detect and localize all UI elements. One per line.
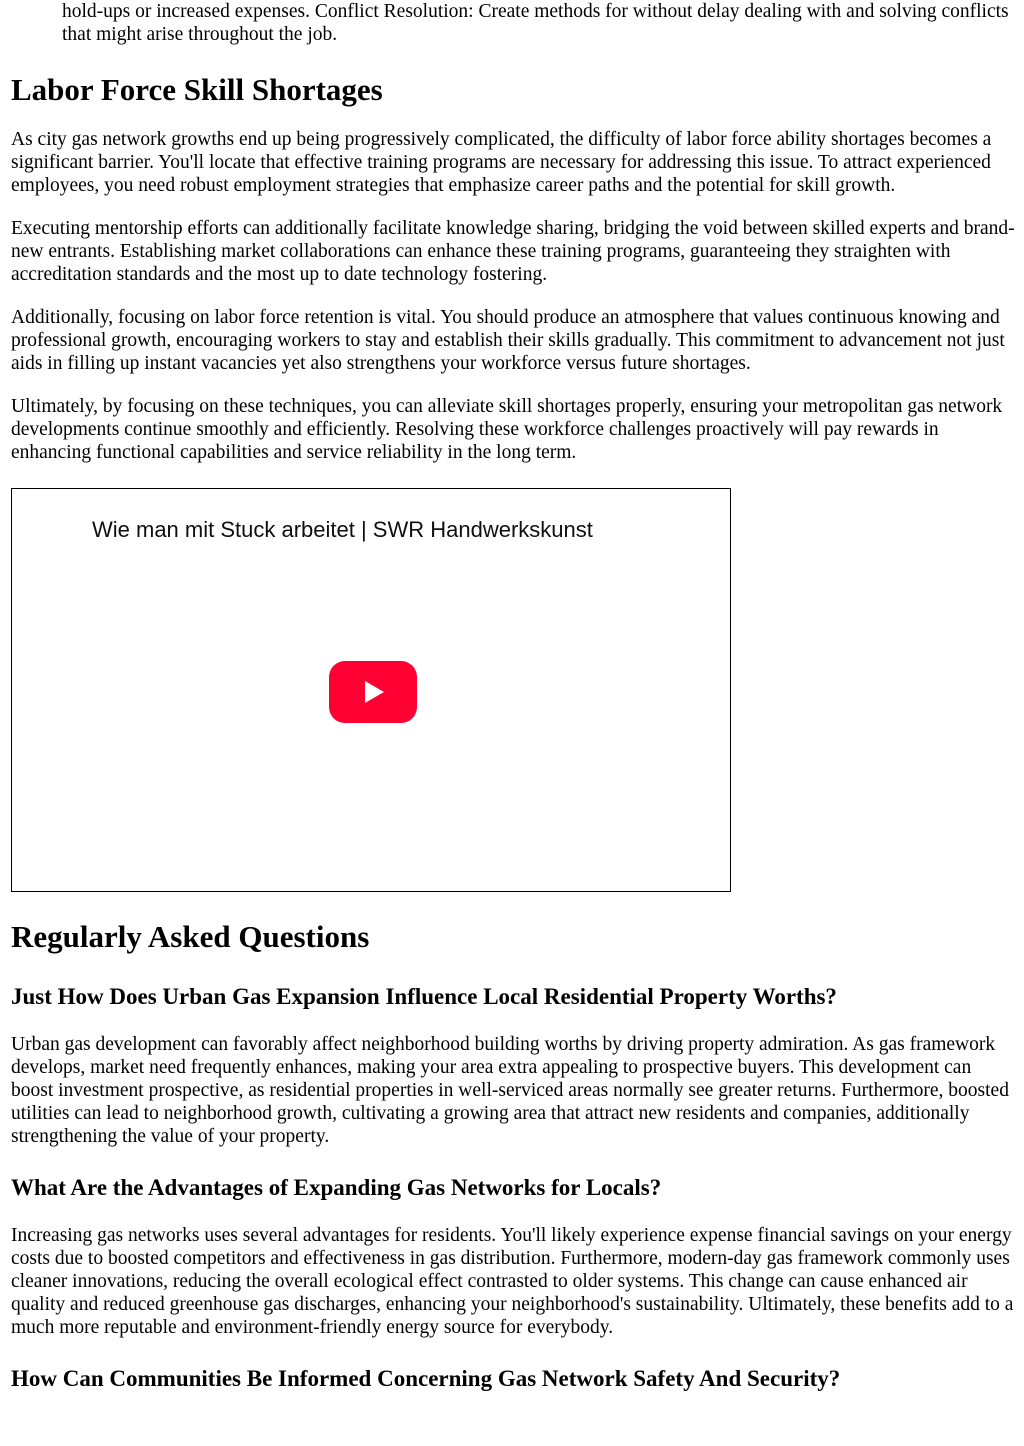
faq-answer: Urban gas development can favorably affect neighborhood building worths by driving property admiration. As gas framework develops, market need frequently enhances, making your area extra appealing to prospective buyers. This development can boost investment prospective, as residential properties in well-serviced areas normally see greater returns. Furthermore, boosted utilities can lead to neighborhood growth, cultivating a growing area that attract new residents and companies, additionally strengthening the value of your property. bbox=[11, 1034, 1009, 1147]
faq-answer: Increasing gas networks uses several advantages for residents. You'll likely experience expense financial savings on your energy costs due to boosted competitors and effectiveness in gas distribution. Furthermore, modern-day gas framework commonly uses cleaner innovations, reducing the overall ecological effect contrasted to older systems. This change can cause enhanced air quality and reduced greenhouse gas discharges, enhancing your neighborhood's sustainability. Ultimately, these benefits add to a much more reputable and environment-friendly energy source for everybody. bbox=[11, 1225, 1014, 1338]
article-content bbox=[11, 0, 1015, 1393]
faq-question: What Are the Advantages of Expanding Gas Networks for Locals? bbox=[11, 1175, 662, 1200]
video-title[interactable]: Wie man mit Stuck arbeitet | SWR Handwerkskunst bbox=[92, 517, 593, 542]
paragraph: As city gas network growths end up being progressively complicated, the difficulty of labor force ability shortages becomes a significant barrier. You'll locate that effective training programs are necessary for addressing this issue. To attract experienced employees, you need robust employment strategies that emphasize career paths and the potential for skill growth. bbox=[11, 129, 992, 196]
paragraph: Additionally, focusing on labor force retention is vital. You should produce an atmosphere that values continuous knowing and professional growth, encouraging workers to stay and establish their skills gradually. This commitment to advancement not just aids in filling up instant vacancies yet also strengthens your workforce versus future shortages. bbox=[11, 307, 1005, 374]
faq-question: Just How Does Urban Gas Expansion Influence Local Residential Property Worths? bbox=[11, 984, 837, 1009]
play-button[interactable] bbox=[329, 661, 417, 723]
video-embed[interactable] bbox=[11, 488, 731, 892]
list-item-tail: hold-ups or increased expenses. Conflict Resolution: Create methods for without delay dealing with and solving conflicts that might arise throughout the job. bbox=[62, 1, 1009, 45]
section-heading-labor: Labor Force Skill Shortages bbox=[11, 72, 383, 107]
faq-question: How Can Communities Be Informed Concerning Gas Network Safety And Security? bbox=[11, 1366, 841, 1391]
play-icon bbox=[360, 679, 386, 705]
section-heading-faq: Regularly Asked Questions bbox=[11, 919, 370, 954]
paragraph: Executing mentorship efforts can additionally facilitate knowledge sharing, bridging the void between skilled experts and brand-new entrants. Establishing market collaborations can enhance these training programs, guaranteeing they straighten with accreditation standards and the most up to date technology fostering. bbox=[11, 218, 1015, 285]
paragraph: Ultimately, by focusing on these techniques, you can alleviate skill shortages properly, ensuring your metropolitan gas network developments continue smoothly and efficiently. Resolving these workforce challenges proactively will pay rewards in enhancing functional capabilities and service reliability in the long term. bbox=[11, 396, 1003, 463]
